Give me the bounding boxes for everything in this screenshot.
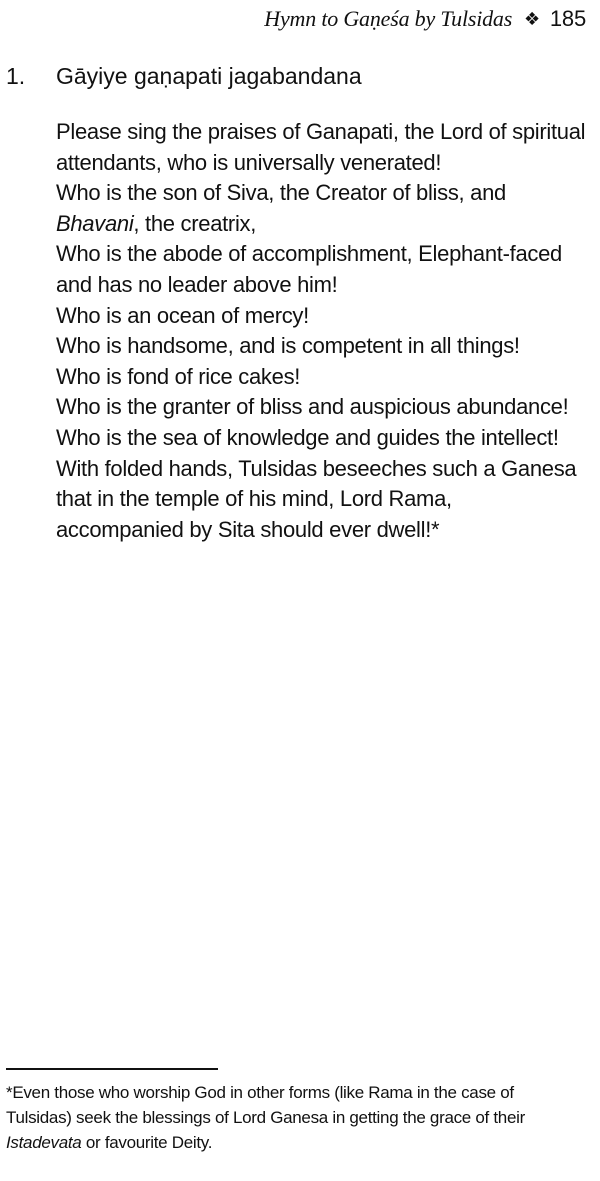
- footnote-line: [6, 1105, 594, 1130]
- verse-line: [56, 392, 596, 423]
- verse-line: [56, 484, 596, 515]
- italic-term: Istadevata: [6, 1133, 82, 1152]
- line-text: accompanied by Sita should ever dwell!*: [56, 516, 440, 542]
- verse-line: [56, 454, 596, 485]
- footnote-divider: [6, 1068, 218, 1070]
- line-text: , the creatrix,: [133, 210, 257, 236]
- line-text: and has no leader above him!: [56, 271, 338, 297]
- line-text: Tulsidas) seek the blessings of Lord Ganesa in getting the grace of their: [6, 1108, 525, 1127]
- line-text: *Even those who worship God in other forms (like Rama in the case of: [6, 1083, 514, 1102]
- line-text: or favourite Deity.: [81, 1133, 213, 1152]
- line-text: Who is an ocean of mercy!: [56, 302, 309, 328]
- hymn-title: Gāyiye gaṇapati jagabandana: [56, 63, 362, 89]
- footnote-line: [6, 1080, 594, 1105]
- page-number: 185: [549, 6, 586, 31]
- verse-line: [56, 301, 596, 332]
- verse-line: [56, 270, 596, 301]
- verse-line: [56, 331, 596, 362]
- verse-line: [56, 423, 596, 454]
- verse-line: [56, 239, 596, 270]
- running-header: [264, 6, 586, 33]
- ornament-separator-icon: ❖: [524, 9, 540, 29]
- hymn-number: 1.: [6, 63, 26, 89]
- line-text: Who is the sea of knowledge and guides the intellect!: [56, 424, 559, 450]
- verse-line: [56, 362, 596, 393]
- verse-line: [56, 117, 596, 148]
- verse-line: [56, 515, 596, 546]
- line-text: Who is the abode of accomplishment, Elephant-faced: [56, 241, 562, 267]
- line-text: that in the temple of his mind, Lord Rama,: [56, 486, 452, 512]
- footnote-line: [6, 1130, 594, 1155]
- line-text: Who is the son of Siva, the Creator of bliss, and: [56, 180, 506, 206]
- line-text: Who is the granter of bliss and auspicious abundance!: [56, 394, 569, 420]
- footnote: [6, 1080, 594, 1155]
- line-text: With folded hands, Tulsidas beseeches such a Ganesa: [56, 455, 577, 481]
- verse-line: [56, 209, 596, 240]
- line-text: attendants, who is universally venerated!: [56, 149, 442, 175]
- line-text: Please sing the praises of Ganapati, the Lord of spiritual: [56, 119, 586, 144]
- running-header-title: Hymn to Gaṇeśa by Tulsidas: [264, 6, 513, 31]
- verse-line: [56, 178, 596, 209]
- line-text: Who is handsome, and is competent in all things!: [56, 333, 520, 359]
- line-text: Who is fond of rice cakes!: [56, 363, 301, 389]
- italic-term: Bhavani: [56, 210, 134, 236]
- verse-line: [56, 148, 596, 179]
- verse-translation: [56, 117, 596, 545]
